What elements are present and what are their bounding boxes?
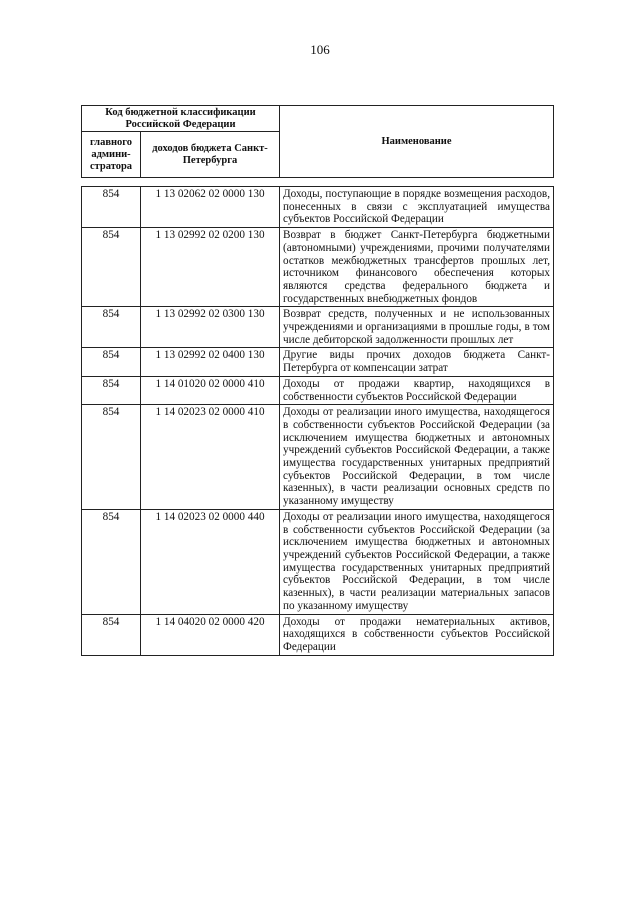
cell-income-code: 1 14 04020 02 0000 420 — [141, 614, 280, 655]
table-header — [81, 105, 554, 178]
table-row — [82, 614, 554, 655]
cell-name: Доходы от реализации иного имущества, находящегося в собственности субъектов Российской Федерации (за исключением имущества бюджетных и автономных учреждений субъектов Российской Федерации, а также имущества государственных унитарных предприятий субъектов Российской Федерации, в том числе казенных), в части реализации материальных запасов по указанному имуществу — [280, 509, 554, 614]
cell-income-code: 1 13 02992 02 0400 130 — [141, 348, 280, 376]
cell-admin-code: 854 — [82, 405, 141, 510]
cell-name: Доходы от реализации иного имущества, находящегося в собственности субъектов Российской Федерации (за исключением имущества бюджетных и автономных учреждений субъектов Российской Федерации, а также имущества государственных унитарных предприятий субъектов Российской Федерации, в том числе казенных), в части реализации основных средств по указанному имуществу — [280, 405, 554, 510]
cell-admin-code: 854 — [82, 376, 141, 404]
cell-income-code: 1 13 02992 02 0300 130 — [141, 307, 280, 348]
cell-income-code: 1 13 02062 02 0000 130 — [141, 187, 280, 228]
cell-name: Доходы от продажи нематериальных активов, находящихся в собственности субъектов Российской Федерации — [280, 614, 554, 655]
header-income: доходов бюджета Санкт-Петербурга — [141, 132, 280, 178]
header-classification-code: Код бюджетной классификации Российской Федерации — [82, 106, 280, 132]
cell-name: Возврат средств, полученных и не использованных учреждениями и организациями в прошлые годы, в том числе дебиторской задолженности прошлых лет — [280, 307, 554, 348]
cell-income-code: 1 13 02992 02 0200 130 — [141, 228, 280, 307]
cell-admin-code: 854 — [82, 307, 141, 348]
cell-income-code: 1 14 01020 02 0000 410 — [141, 376, 280, 404]
header-name: Наименование — [280, 106, 554, 178]
table-row — [82, 509, 554, 614]
table-row — [82, 307, 554, 348]
cell-name: Доходы, поступающие в порядке возмещения расходов, понесенных в связи с эксплуатацией имущества субъектов Российской Федерации — [280, 187, 554, 228]
cell-admin-code: 854 — [82, 228, 141, 307]
cell-name: Другие виды прочих доходов бюджета Санкт-Петербурга от компенсации затрат — [280, 348, 554, 376]
cell-income-code: 1 14 02023 02 0000 440 — [141, 509, 280, 614]
budget-table — [81, 186, 554, 656]
table-row — [82, 187, 554, 228]
cell-admin-code: 854 — [82, 187, 141, 228]
cell-admin-code: 854 — [82, 348, 141, 376]
cell-admin-code: 854 — [82, 614, 141, 655]
table-row — [82, 228, 554, 307]
cell-admin-code: 854 — [82, 509, 141, 614]
table-row — [82, 405, 554, 510]
page-number: 106 — [310, 42, 330, 57]
table-row — [82, 376, 554, 404]
cell-name: Доходы от продажи квартир, находящихся в собственности субъектов Российской Федерации — [280, 376, 554, 404]
header-admin: главного админи-стратора — [82, 132, 141, 178]
cell-income-code: 1 14 02023 02 0000 410 — [141, 405, 280, 510]
table-row — [82, 348, 554, 376]
cell-name: Возврат в бюджет Санкт-Петербурга бюджетными (автономными) учреждениями, прочими получателями остатков межбюджетных трансфертов прошлых лет, источником финансового обеспечения которых являются средства федерального бюджета и государственных внебюджетных фондов — [280, 228, 554, 307]
